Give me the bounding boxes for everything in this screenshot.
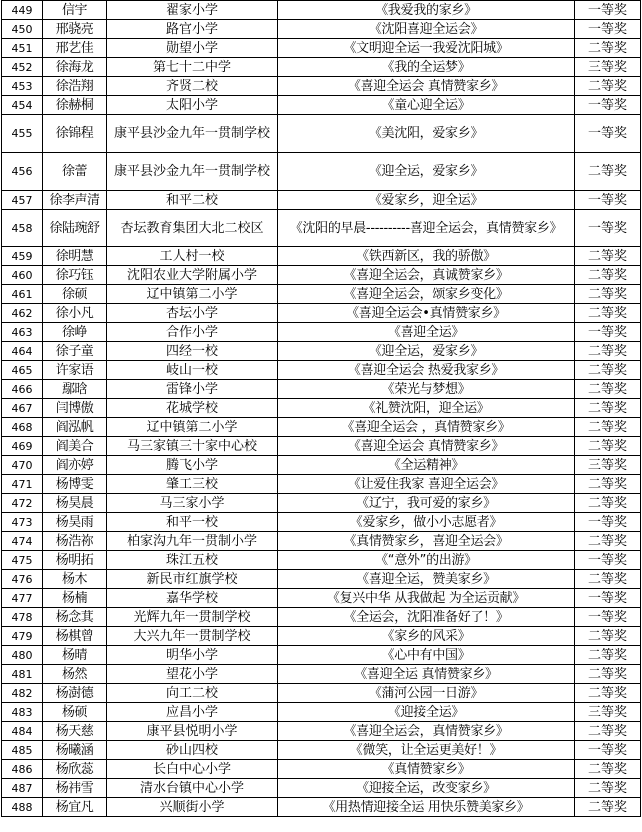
award-level: 二等奖 [575, 760, 641, 779]
school-name: 和平二校 [107, 191, 278, 210]
table-row [2, 779, 641, 798]
entry-number: 451 [2, 39, 43, 58]
student-name: 杨澍德 [43, 684, 107, 703]
student-name: 徐锦程 [43, 115, 107, 153]
work-title: 《复兴中华 从我做起 为全运贡献》 [278, 589, 575, 608]
entry-number: 455 [2, 115, 43, 153]
work-title: 《喜迎全运，赞美家乡》 [278, 570, 575, 589]
work-title: 《喜迎全运会•真情赞家乡》 [278, 304, 575, 323]
award-level: 二等奖 [575, 627, 641, 646]
table-row [2, 437, 641, 456]
work-title: 《蒲河公园一日游》 [278, 684, 575, 703]
student-name: 杨昊晨 [43, 494, 107, 513]
table-row [2, 58, 641, 77]
student-name: 杨祎雪 [43, 779, 107, 798]
entry-number: 456 [2, 153, 43, 191]
table-row [2, 494, 641, 513]
school-name: 第七十二中学 [107, 58, 278, 77]
student-name: 闫博傲 [43, 399, 107, 418]
table-row [2, 380, 641, 399]
work-title: 《全运精神》 [278, 456, 575, 475]
entry-number: 475 [2, 551, 43, 570]
award-level: 三等奖 [575, 58, 641, 77]
school-name: 太阳小学 [107, 96, 278, 115]
student-name: 杨宜凡 [43, 798, 107, 817]
entry-number: 464 [2, 342, 43, 361]
work-title: 《我的全运梦》 [278, 58, 575, 77]
school-name: 大兴九年一贯制学校 [107, 627, 278, 646]
school-name: 翟家小学 [107, 1, 278, 20]
table-row [2, 665, 641, 684]
award-level: 二等奖 [575, 266, 641, 285]
student-name: 杨曦涵 [43, 741, 107, 760]
entry-number: 480 [2, 646, 43, 665]
work-title: 《喜迎全运 真情赞家乡》 [278, 665, 575, 684]
student-name: 杨昊雨 [43, 513, 107, 532]
student-name: 杨浩祢 [43, 532, 107, 551]
student-name: 杨天慈 [43, 722, 107, 741]
table-row [2, 399, 641, 418]
table-row [2, 20, 641, 39]
entry-number: 474 [2, 532, 43, 551]
award-level: 二等奖 [575, 570, 641, 589]
work-title: 《喜迎全运》 [278, 323, 575, 342]
work-title: 《全运会，沈阳准备好了！》 [278, 608, 575, 627]
entry-number: 449 [2, 1, 43, 20]
award-level: 二等奖 [575, 779, 641, 798]
entry-number: 479 [2, 627, 43, 646]
school-name: 岐山一校 [107, 361, 278, 380]
work-title: 《真情赞家乡，喜迎全运会》 [278, 532, 575, 551]
entry-number: 478 [2, 608, 43, 627]
entry-number: 457 [2, 191, 43, 210]
school-name: 雷锋小学 [107, 380, 278, 399]
work-title: 《童心迎全运》 [278, 96, 575, 115]
award-level: 二等奖 [575, 665, 641, 684]
table-row [2, 760, 641, 779]
school-name: 齐贤二校 [107, 77, 278, 96]
student-name: 许家语 [43, 361, 107, 380]
entry-number: 469 [2, 437, 43, 456]
work-title: 《美沈阳，爱家乡》 [278, 115, 575, 153]
table-row [2, 153, 641, 191]
school-name: 勋望小学 [107, 39, 278, 58]
award-level: 一等奖 [575, 20, 641, 39]
student-name: 徐硕 [43, 285, 107, 304]
award-level: 三等奖 [575, 703, 641, 722]
student-name: 杨博雯 [43, 475, 107, 494]
work-title: 《礼赞沈阳，迎全运》 [278, 399, 575, 418]
work-title: 《喜迎全运会 ，真情赞家乡》 [278, 418, 575, 437]
award-level: 二等奖 [575, 437, 641, 456]
table-row [2, 304, 641, 323]
work-title: 《荣光与梦想》 [278, 380, 575, 399]
award-level: 一等奖 [575, 96, 641, 115]
work-title: 《沈阳喜迎全运会》 [278, 20, 575, 39]
school-name: 应昌小学 [107, 703, 278, 722]
table-row [2, 285, 641, 304]
work-title: 《喜迎全运会 真情赞家乡》 [278, 77, 575, 96]
student-name: 徐小凡 [43, 304, 107, 323]
student-name: 徐陆琬舒 [43, 210, 107, 247]
student-name: 杨念萁 [43, 608, 107, 627]
school-name: 杏坛教育集团大北二校区 [107, 210, 278, 247]
table-row [2, 684, 641, 703]
student-name: 徐海龙 [43, 58, 107, 77]
entry-number: 470 [2, 456, 43, 475]
school-name: 柏家沟九年一贯制小学 [107, 532, 278, 551]
student-name: 徐明慧 [43, 247, 107, 266]
work-title: 《“意外”的出游》 [278, 551, 575, 570]
school-name: 合作小学 [107, 323, 278, 342]
award-level: 二等奖 [575, 684, 641, 703]
work-title: 《喜迎全运会，真情赞家乡》 [278, 722, 575, 741]
table-row [2, 741, 641, 760]
work-title: 《辽宁，我可爱的家乡》 [278, 494, 575, 513]
entry-number: 483 [2, 703, 43, 722]
entry-number: 460 [2, 266, 43, 285]
entry-number: 468 [2, 418, 43, 437]
school-name: 嘉华学校 [107, 589, 278, 608]
award-level: 二等奖 [575, 418, 641, 437]
table-row [2, 191, 641, 210]
entry-number: 465 [2, 361, 43, 380]
award-level: 二等奖 [575, 153, 641, 191]
table-row [2, 342, 641, 361]
entry-number: 466 [2, 380, 43, 399]
school-name: 和平一校 [107, 513, 278, 532]
school-name: 兴顺街小学 [107, 798, 278, 817]
school-name: 光辉九年一贯制学校 [107, 608, 278, 627]
entry-number: 482 [2, 684, 43, 703]
award-level: 二等奖 [575, 532, 641, 551]
award-level: 一等奖 [575, 191, 641, 210]
award-level: 二等奖 [575, 77, 641, 96]
entry-number: 485 [2, 741, 43, 760]
table-row [2, 361, 641, 380]
school-name: 辽中镇第二小学 [107, 285, 278, 304]
student-name: 徐巧钰 [43, 266, 107, 285]
award-level: 一等奖 [575, 323, 641, 342]
table-row [2, 77, 641, 96]
award-level: 二等奖 [575, 304, 641, 323]
work-title: 《心中有中国》 [278, 646, 575, 665]
entry-number: 484 [2, 722, 43, 741]
work-title: 《我爱我的家乡》 [278, 1, 575, 20]
work-title: 《迎全运，爱家乡》 [278, 342, 575, 361]
table-row [2, 589, 641, 608]
award-table [1, 0, 641, 817]
school-name: 四经一校 [107, 342, 278, 361]
entry-number: 458 [2, 210, 43, 247]
student-name: 徐蕾 [43, 153, 107, 191]
school-name: 沈阳农业大学附属小学 [107, 266, 278, 285]
table-row [2, 646, 641, 665]
award-level: 二等奖 [575, 39, 641, 58]
entry-number: 477 [2, 589, 43, 608]
table-row [2, 115, 641, 153]
table-row [2, 323, 641, 342]
work-title: 《家乡的风采》 [278, 627, 575, 646]
award-level: 一等奖 [575, 741, 641, 760]
entry-number: 452 [2, 58, 43, 77]
student-name: 徐李声清 [43, 191, 107, 210]
student-name: 邢艺佳 [43, 39, 107, 58]
table-row [2, 627, 641, 646]
award-level: 二等奖 [575, 380, 641, 399]
award-level: 二等奖 [575, 285, 641, 304]
table-row [2, 456, 641, 475]
award-level: 二等奖 [575, 361, 641, 380]
school-name: 杏坛小学 [107, 304, 278, 323]
school-name: 花城学校 [107, 399, 278, 418]
entry-number: 472 [2, 494, 43, 513]
student-name: 杨木 [43, 570, 107, 589]
award-level: 二等奖 [575, 798, 641, 817]
entry-number: 461 [2, 285, 43, 304]
table-row [2, 570, 641, 589]
award-level: 二等奖 [575, 475, 641, 494]
school-name: 砂山四校 [107, 741, 278, 760]
student-name: 杨然 [43, 665, 107, 684]
student-name: 徐浩翔 [43, 77, 107, 96]
work-title: 《让爱住我家 喜迎全运会》 [278, 475, 575, 494]
award-table-body [2, 1, 641, 817]
school-name: 康平县沙金九年一贯制学校 [107, 115, 278, 153]
work-title: 《爱家乡，迎全运》 [278, 191, 575, 210]
entry-number: 476 [2, 570, 43, 589]
table-row [2, 418, 641, 437]
student-name: 阎亦婷 [43, 456, 107, 475]
student-name: 鄢晗 [43, 380, 107, 399]
table-row [2, 798, 641, 817]
work-title: 《文明迎全运一我爱沈阳城》 [278, 39, 575, 58]
school-name: 明华小学 [107, 646, 278, 665]
table-row [2, 96, 641, 115]
student-name: 杨欣蕊 [43, 760, 107, 779]
entry-number: 462 [2, 304, 43, 323]
table-row [2, 39, 641, 58]
school-name: 新民市红旗学校 [107, 570, 278, 589]
work-title: 《铁西新区，我的骄傲》 [278, 247, 575, 266]
table-row [2, 266, 641, 285]
entry-number: 481 [2, 665, 43, 684]
school-name: 向工二校 [107, 684, 278, 703]
student-name: 阎泓帆 [43, 418, 107, 437]
award-level: 一等奖 [575, 210, 641, 247]
work-title: 《喜迎全运会，颂家乡变化》 [278, 285, 575, 304]
school-name: 腾飞小学 [107, 456, 278, 475]
student-name: 邢骁亮 [43, 20, 107, 39]
award-level: 二等奖 [575, 722, 641, 741]
school-name: 康平县悦明小学 [107, 722, 278, 741]
student-name: 杨晴 [43, 646, 107, 665]
work-title: 《迎接全运，改变家乡》 [278, 779, 575, 798]
work-title: 《爱家乡，做小小志愿者》 [278, 513, 575, 532]
school-name: 马三家小学 [107, 494, 278, 513]
entry-number: 453 [2, 77, 43, 96]
school-name: 珠江五校 [107, 551, 278, 570]
work-title: 《喜迎全运会 真情赞家乡》 [278, 437, 575, 456]
student-name: 信宇 [43, 1, 107, 20]
student-name: 杨楠 [43, 589, 107, 608]
award-level: 一等奖 [575, 589, 641, 608]
award-level: 一等奖 [575, 551, 641, 570]
school-name: 肇工三校 [107, 475, 278, 494]
entry-number: 486 [2, 760, 43, 779]
award-level: 一等奖 [575, 1, 641, 20]
table-row [2, 210, 641, 247]
work-title: 《真情赞家乡》 [278, 760, 575, 779]
table-row [2, 247, 641, 266]
award-level: 二等奖 [575, 399, 641, 418]
award-level: 一等奖 [575, 115, 641, 153]
entry-number: 459 [2, 247, 43, 266]
school-name: 辽中镇第二小学 [107, 418, 278, 437]
table-row [2, 551, 641, 570]
school-name: 望花小学 [107, 665, 278, 684]
work-title: 《迎接全运》 [278, 703, 575, 722]
school-name: 工人村一校 [107, 247, 278, 266]
student-name: 杨硕 [43, 703, 107, 722]
work-title: 《沈阳的早晨----------喜迎全运会，真情赞家乡》 [278, 210, 575, 247]
work-title: 《喜迎全运会，真诚赞家乡》 [278, 266, 575, 285]
table-row [2, 513, 641, 532]
award-level: 二等奖 [575, 494, 641, 513]
student-name: 杨明拓 [43, 551, 107, 570]
school-name: 康平县沙金九年一贯制学校 [107, 153, 278, 191]
work-title: 《喜迎全运会 热爱我家乡》 [278, 361, 575, 380]
award-level: 二等奖 [575, 342, 641, 361]
table-row [2, 722, 641, 741]
entry-number: 463 [2, 323, 43, 342]
work-title: 《用热情迎接全运 用快乐赞美家乡》 [278, 798, 575, 817]
award-level: 一等奖 [575, 608, 641, 627]
entry-number: 488 [2, 798, 43, 817]
student-name: 杨棋曾 [43, 627, 107, 646]
award-level: 二等奖 [575, 247, 641, 266]
award-level: 二等奖 [575, 646, 641, 665]
award-level: 一等奖 [575, 513, 641, 532]
work-title: 《迎全运，爱家乡》 [278, 153, 575, 191]
table-row [2, 532, 641, 551]
school-name: 长白中心小学 [107, 760, 278, 779]
student-name: 徐子童 [43, 342, 107, 361]
work-title: 《微笑，让全运更美好！》 [278, 741, 575, 760]
entry-number: 467 [2, 399, 43, 418]
entry-number: 487 [2, 779, 43, 798]
entry-number: 471 [2, 475, 43, 494]
student-name: 阎美合 [43, 437, 107, 456]
table-row [2, 703, 641, 722]
table-row [2, 1, 641, 20]
table-row [2, 475, 641, 494]
entry-number: 450 [2, 20, 43, 39]
student-name: 徐赫桐 [43, 96, 107, 115]
entry-number: 473 [2, 513, 43, 532]
student-name: 徐峥 [43, 323, 107, 342]
school-name: 马三家镇三十家中心校 [107, 437, 278, 456]
school-name: 路官小学 [107, 20, 278, 39]
award-level: 三等奖 [575, 456, 641, 475]
entry-number: 454 [2, 96, 43, 115]
school-name: 清水台镇中心小学 [107, 779, 278, 798]
table-row [2, 608, 641, 627]
